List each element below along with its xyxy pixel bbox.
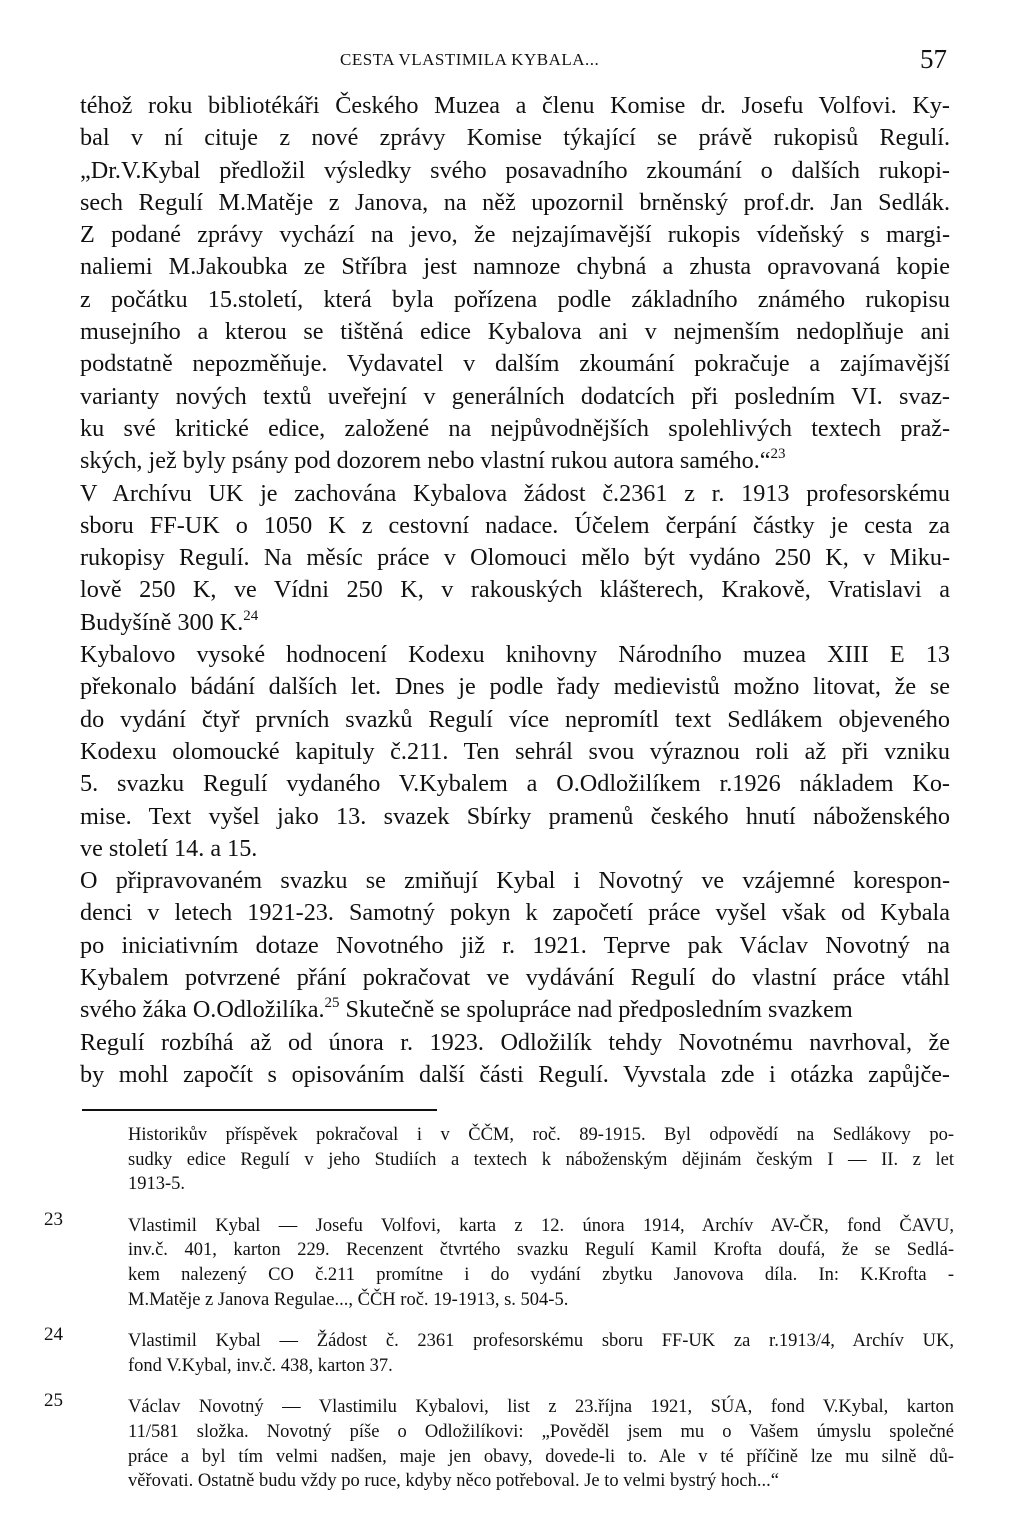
text-line: do vydání čtyř prvních svazků Regulí více nepromítl text Sedlákem objeveného [80,705,950,733]
text-line: ve století 14. a 15. [80,834,258,862]
text-line: z počátku 15.století, která byla pořízena podle základního známého rukopisu [80,285,950,313]
footnote-line: Václav Novotný — Vlastimilu Kybalovi, list z 23.října 1921, SÚA, fond V.Kybal, karton [128,1397,954,1418]
footnote-continuation [44,1123,954,1197]
text-line: denci v letech 1921-23. Samotný pokyn k započetí práce vyšel však od Kybala [80,899,950,927]
footnote-line: 1913-5. [128,1174,186,1195]
footnote-number: 24 [44,1324,63,1346]
footnote-line: kem nalezený CO č.211 promítne i do vydání zbytku Janovova díla. In: K.Krofta - [128,1264,954,1285]
footnotes [44,1123,954,1511]
text-line: Kybalovo vysoké hodnocení Kodexu knihovny Národního muzea XIII E 13 [80,641,950,669]
text-line-content: Skutečně se spolupráce nad předposledním svazkem [339,996,853,1024]
footnote-line: inv.č. 401, karton 229. Recenzent čtvrtého svazku Regulí Kamil Krofta doufá, že se Sedlá- [128,1240,954,1261]
footnote-separator [82,1109,437,1111]
text-line: podstatně nepozměňuje. Vydavatel v dalším zkoumání pokračuje a zajímavější [80,350,950,378]
footnote-line: práce a byl tím velmi nadšen, maje jen obavy, dovede-li to. Ale v té příčině lze mu silně dů- [128,1446,954,1467]
text-line: Z podané zprávy vychází na jevo, že nejzajímavější rukopis vídeňský s margi- [80,221,950,249]
footnote-24 [44,1324,954,1378]
text-line: Kodexu olomoucké kapituly č.211. Ten sehrál svou výraznou roli až při vzniku [80,737,950,765]
footnote-23 [44,1208,954,1312]
text-line: O připravovaném svazku se zmiňují Kybal i Novotný ve vzájemné korespon- [80,867,950,895]
text-line: varianty nových textů uveřejní v generálních dodatcích při posledním VI. svaz- [80,382,950,410]
text-line: Regulí rozbíhá až od února r. 1923. Odložilík tehdy Novotnému navrhoval, že [80,1028,950,1056]
text-line: by mohl započít s opisováním další části Regulí. Vyvstala zde i otázka zapůjče- [80,1060,950,1088]
footnote-line: fond V.Kybal, inv.č. 438, karton 37. [128,1355,393,1376]
footnote-line: M.Matěje z Janova Regulae..., ČČH roč. 19-1913, s. 504-5. [128,1289,569,1310]
text-line-content: svého žáka O.Odložilíka. [80,996,325,1024]
footnote-ref: 25 [324,995,340,1012]
footnote-line: sudky edice Regulí v jeho Studiích a textech k náboženským dějinám českým I — II. z let [128,1149,954,1170]
footnote-number: 23 [44,1208,63,1230]
running-title: CESTA VLASTIMILA KYBALA... [340,50,600,69]
footnote-25 [44,1390,954,1493]
page-number: 57 [920,44,947,74]
text-line: sboru FF-UK o 1050 K z cestovní nadace. Účelem čerpání částky je cesta za [80,511,950,539]
text-line: rukopisy Regulí. Na měsíc práce v Olomouci mělo být vydáno 250 K, v Miku- [80,544,950,572]
text-line-content: ských, jež byly psány pod dozorem nebo vlastní rukou autora samého.“ [80,447,771,475]
text-line: překonalo bádání dalších let. Dnes je podle řady medievistů možno litovat, že se [80,673,950,701]
text-line: Kybalem potvrzené přání pokračovat ve vydávání Regulí do vlastní práce vtáhl [80,964,950,992]
footnote-line: věřovati. Ostatně budu vždy po ruce, kdyby něco potřeboval. Je to velmi bystrý hoch...“ [128,1471,779,1492]
text-line: musejního a kterou se tištěná edice Kybalova ani v nejmenším nedoplňuje ani [80,318,950,346]
text-line [80,607,950,639]
text-line: naliemi M.Jakoubka ze Stříbra jest namnoze chybná a zhusta opravovaná kopie [80,253,950,281]
footnote-line: Vlastimil Kybal — Žádost č. 2361 profesorskému sboru FF-UK za r.1913/4, Archív UK, [128,1331,954,1352]
text-line-content: Budyšíně 300 K. [80,608,244,636]
text-line [80,994,950,1026]
footnote-ref: 24 [243,607,259,624]
footnote-line: Historikův příspěvek pokračoval i v ČČM, roč. 89-1915. Byl odpovědí na Sedlákovy po- [128,1125,954,1145]
running-header [0,44,1024,74]
text-line: bal v ní cituje z nové zprávy Komise týkající se právě rukopisů Regulí. [80,124,950,152]
text-line: lově 250 K, ve Vídni 250 K, v rakouských klášterech, Krakově, Vratislavi a [80,576,950,604]
text-line: mise. Text vyšel jako 13. svazek Sbírky pramenů českého hnutí náboženského [80,802,950,830]
footnote-line: 11/581 složka. Novotný píše o Odložilíkovi: „Pověděl jsem mu o Vašem úmyslu společné [128,1421,954,1442]
text-line: po iniciativním dotaze Novotného již r. 1921. Teprve pak Václav Novotný na [80,931,950,959]
text-line: téhož roku bibliotékáři Českého Muzea a členu Komise dr. Josefu Volfovi. Ky- [80,92,950,119]
text-line: sech Regulí M.Matěje z Janova, na něž upozornil brněnský prof.dr. Jan Sedlák. [80,188,950,216]
text-line: „Dr.V.Kybal předložil výsledky svého posavadního zkoumání o dalších rukopi- [80,156,950,184]
footnote-line: Vlastimil Kybal — Josefu Volfovi, karta z 12. února 1914, Archív AV-ČR, fond ČAVU, [128,1215,954,1236]
text-line: V Archívu UK je zachována Kybalova žádost č.2361 z r. 1913 profesorskému [80,479,950,507]
footnote-number: 25 [44,1390,63,1412]
footnote-ref: 23 [770,446,786,463]
text-line [80,445,950,477]
text-line: ku své kritické edice, založené na nejpůvodnějších spolehlivých textech praž- [80,414,950,442]
text-line: 5. svazku Regulí vydaného V.Kybalem a O.Odložilíkem r.1926 nákladem Ko- [80,770,950,798]
body-text [80,90,950,1091]
